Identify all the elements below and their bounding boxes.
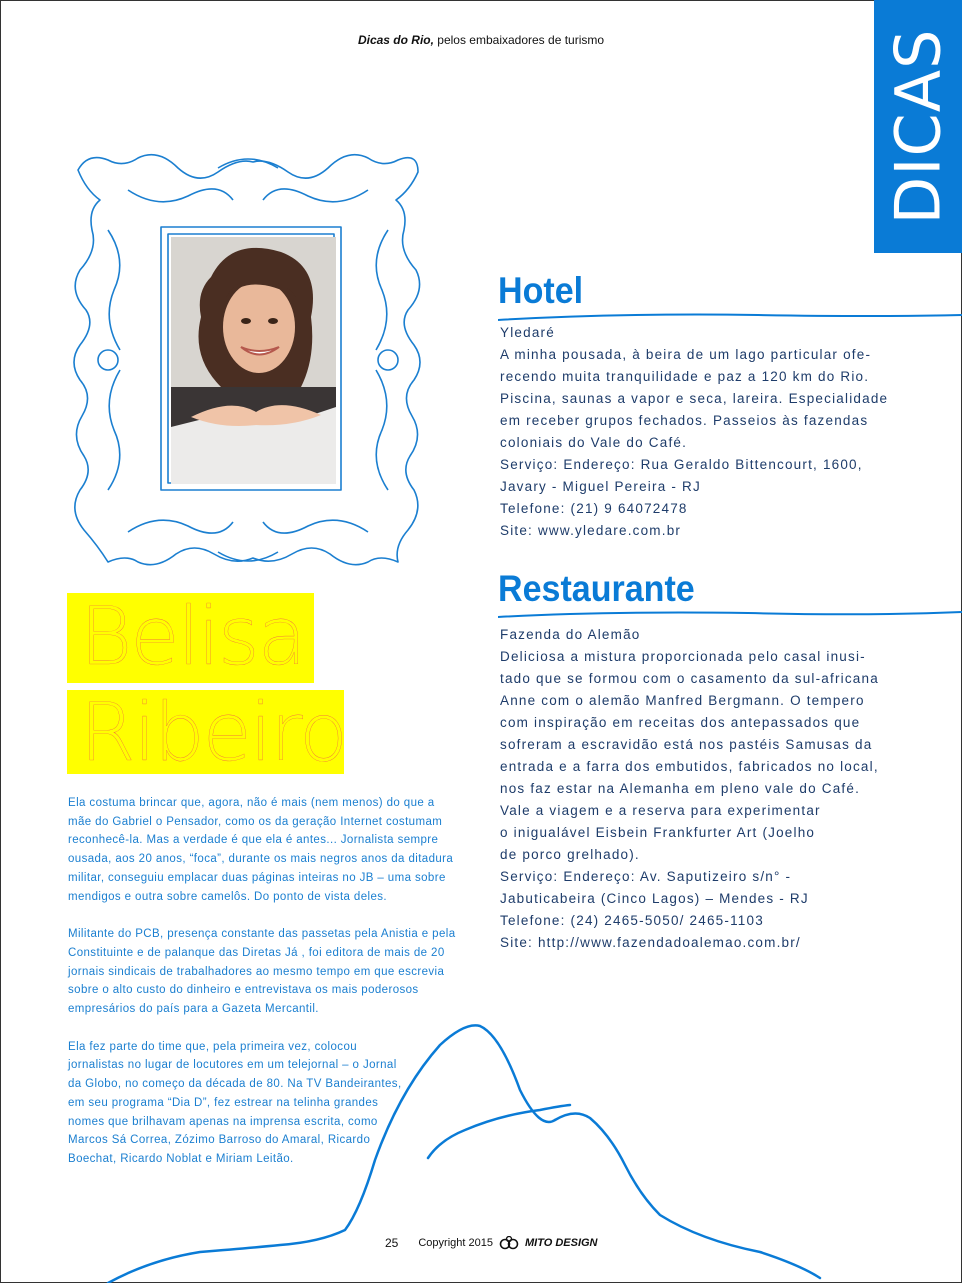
- restaurant-line: Telefone: (24) 2465-5050/ 2465-1103: [500, 913, 764, 928]
- bio-paragraph: Ela fez parte do time que, pela primeira vez, colocou jornalistas no lugar de locutores em um telejornal – o Jornal da Globo, no começo da década de 80. Na TV Bandeirantes, em seu programa “Dia D”, fez estrear na telinha grandes nomes que brilhavam apenas na imprensa escrita, como Marcos Sá Correa, Zózimo Barroso do Amaral, Ricardo Boechat, Ricardo Noblat e Miriam Leitão.: [68, 1040, 402, 1165]
- header-title-rest: pelos embaixadores de turismo: [433, 33, 605, 47]
- hotel-line: recendo muita tranquilidade e paz a 120 km do Rio.: [500, 369, 870, 384]
- section-tab-label: DICAS: [881, 28, 955, 225]
- hotel-line: Javary - Miguel Pereira - RJ: [500, 479, 701, 494]
- page-number: 25: [385, 1236, 399, 1250]
- restaurant-line: com inspiração em receitas dos antepassados que: [500, 715, 861, 730]
- hotel-line: Serviço: Endereço: Rua Geraldo Bittencourt, 1600,: [500, 457, 863, 472]
- bio-paragraph: Militante do PCB, presença constante das passetas pela Anistia e pela Constituinte e de palanque das Diretas Já , foi editora de mais de 20 jornais sindicais de trabalhadores ao mesmo tempo em que escrevia sobre o alto custo do dinheiro e entrevistava os mais poderosos empresários do país para a Gazeta Mercantil.: [68, 928, 456, 1016]
- restaurant-underline: [498, 608, 962, 622]
- restaurant-line: Jabuticabeira (Cinco Lagos) – Mendes - RJ: [500, 891, 809, 906]
- restaurant-line: Fazenda do Alemão: [500, 627, 641, 642]
- section-tab-label-wrap: [874, 0, 962, 253]
- page-footer: [385, 1236, 598, 1250]
- hotel-line: em receber grupos fechados. Passeios às fazendas: [500, 413, 869, 428]
- restaurant-line: Vale a viagem e a reserva para experimentar: [500, 803, 821, 818]
- restaurant-line: Anne com o alemão Manfred Bergmann. O tempero: [500, 693, 865, 708]
- portrait-photo: [171, 237, 336, 484]
- restaurant-line: tado que se formou com o casamento da sul-africana: [500, 671, 879, 686]
- hotel-line: Telefone: (21) 9 64072478: [500, 501, 688, 516]
- restaurant-heading: Restaurante: [498, 568, 695, 609]
- hotel-heading: Hotel: [498, 270, 584, 311]
- brand-name: MITO DESIGN: [524, 1237, 598, 1249]
- restaurant-line: de porco grelhado).: [500, 847, 640, 862]
- restaurant-details: [500, 624, 900, 954]
- restaurant-line: entrada e a farra dos embutidos, fabricados no local,: [500, 759, 879, 774]
- hotel-details: [500, 322, 900, 542]
- restaurant-line: Deliciosa a mistura proporcionada pelo casal inusi-: [500, 649, 866, 664]
- hotel-line: Piscina, saunas a vapor e seca, lareira. Especialidade: [500, 391, 889, 406]
- hotel-line: A minha pousada, à beira de um lago particular ofe-: [500, 347, 872, 362]
- restaurant-line: o inigualável Eisbein Frankfurter Art (Joelho: [500, 825, 816, 840]
- first-name: Belisa: [80, 590, 305, 683]
- restaurant-line: Serviço: Endereço: Av. Saputizeiro s/n° -: [500, 869, 792, 884]
- header-title-bold: Dicas do Rio,: [357, 33, 434, 47]
- mito-logo-icon: [499, 1236, 519, 1250]
- portrait-illustration-icon: [171, 237, 336, 484]
- bio-paragraph: Ela costuma brincar que, agora, não é mais (nem menos) do que a mãe do Gabriel o Pensador, como os da geração Internet costumam reconhecê-la. Mas a verdade é que ela é antes... Jornalista sempre ousada, aos 20 anos, “foca”, durante os mais negros anos da ditadura militar, conseguiu emplacar duas páginas inteiras no JB – uma sobre mendigos e outra sobre camelôs. Do ponto de vista deles.: [68, 797, 454, 903]
- copyright-text: Copyright 2015: [418, 1237, 493, 1249]
- hotel-line: Yledaré: [500, 325, 555, 340]
- restaurant-line: nos faz estar na Alemanha em pleno vale do Café.: [500, 781, 861, 796]
- restaurant-website[interactable]: Site: http://www.fazendadoalemao.com.br/: [500, 935, 801, 950]
- last-name: Ribeiro: [80, 686, 347, 779]
- restaurant-line: sofreram a escravidão está nos pastéis Samusas da: [500, 737, 873, 752]
- page-header: [0, 33, 962, 47]
- hotel-website[interactable]: Site: www.yledare.com.br: [500, 523, 682, 538]
- hotel-line: coloniais do Vale do Café.: [500, 435, 688, 450]
